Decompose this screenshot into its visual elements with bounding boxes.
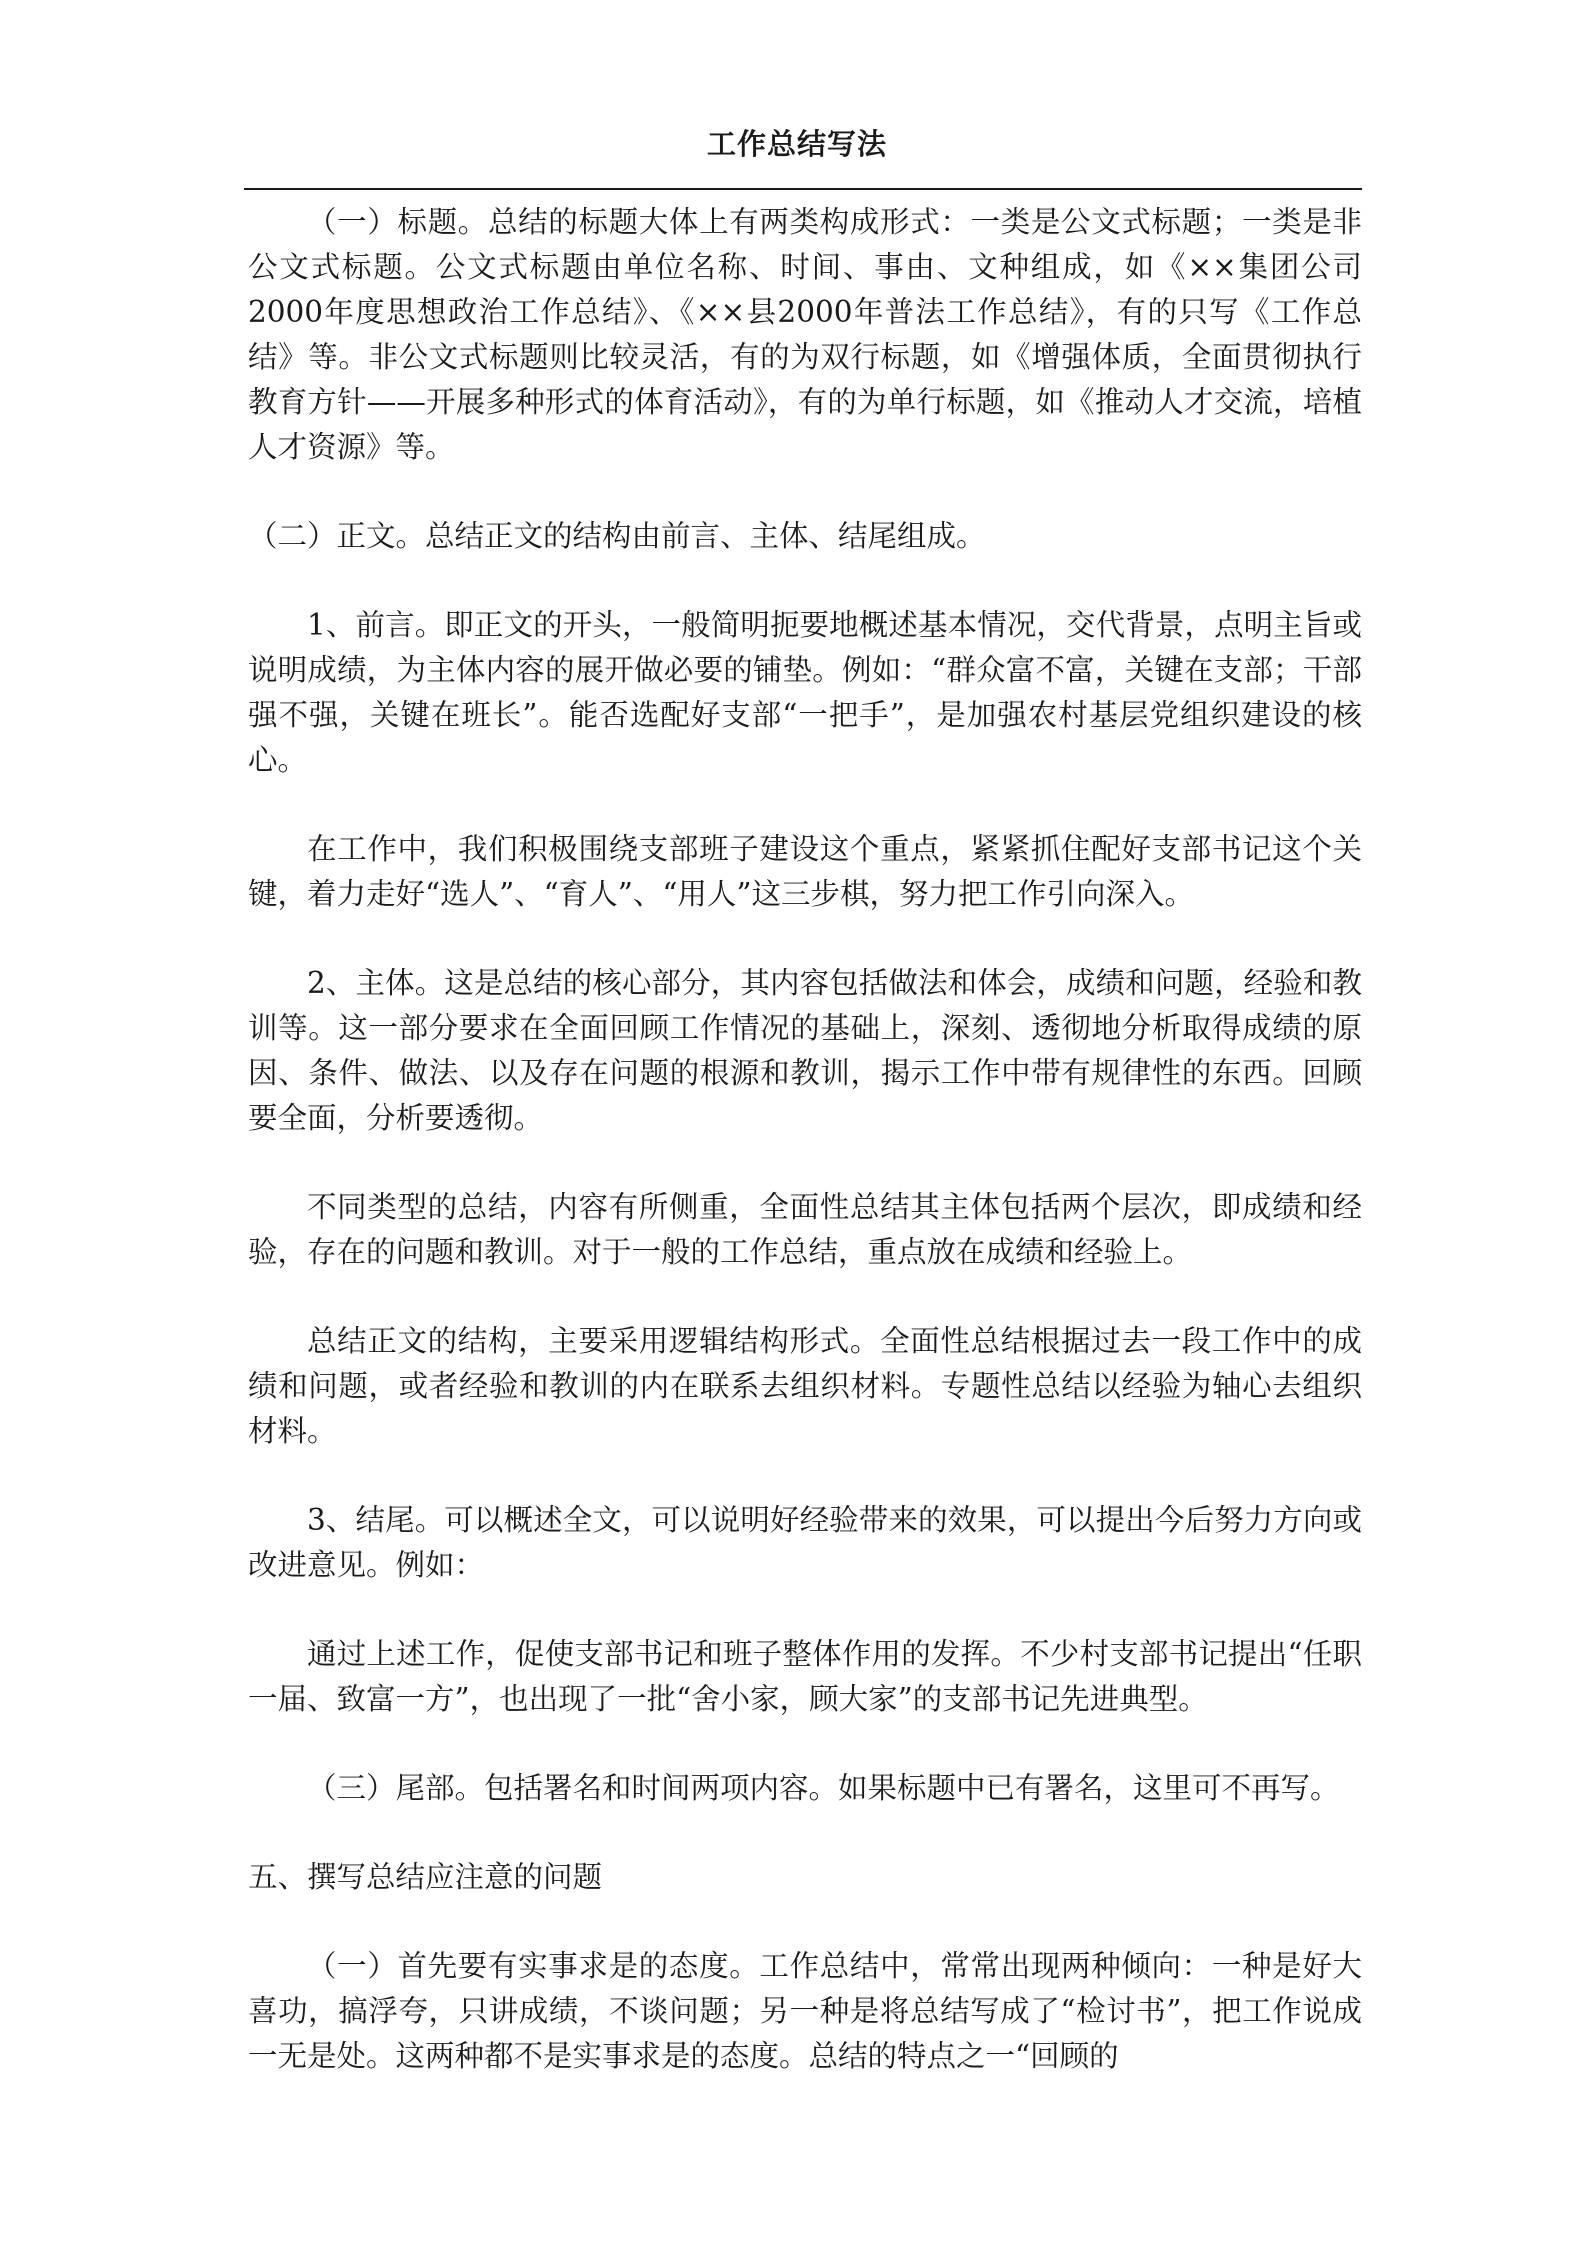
paragraph-tail-section: （三）尾部。包括署名和时间两项内容。如果标题中已有署名，这里可不再写。 — [307, 1771, 1340, 1805]
paragraph-summary-types: 不同类型的总结，内容有所侧重，全面性总结其主体包括两个层次，即成绩和经验，存在的问题和教训。对于一般的工作总结，重点放在成绩和经验上。 — [248, 1190, 1362, 1269]
paragraph-preface: 1、前言。即正文的开头，一般简明扼要地概述基本情况，交代背景，点明主旨或说明成绩，为主体内容的展开做必要的铺垫。例如：“群众富不富，关键在支部；干部强不强，关键在班长”。能否选配好支部“一把手”，是加强农村基层党组织建设的核心。 — [248, 608, 1362, 777]
section-heading-five: 五、撰写总结应注意的问题 — [248, 1860, 603, 1894]
document-title: 工作总结写法 — [706, 127, 887, 161]
paragraph-ending-example: 通过上述工作，促使支部书记和班子整体作用的发挥。不少村支部书记提出“任职一届、致富一方”，也出现了一批“舍小家，顾大家”的支部书记先进典型。 — [248, 1637, 1362, 1716]
title-divider — [244, 188, 1362, 190]
paragraph-attitude: （一）首先要有实事求是的态度。工作总结中，常常出现两种倾向：一种是好大喜功，搞浮夸，只讲成绩，不谈问题；另一种是将总结写成了“检讨书”，把工作说成一无是处。这两种都不是实事求是的态度。总结的特点之一“回顾的 — [248, 1949, 1362, 2073]
paragraph-structure: 总结正文的结构，主要采用逻辑结构形式。全面性总结根据过去一段工作中的成绩和问题，或者经验和教训的内在联系去组织材料。专题性总结以经验为轴心去组织材料。 — [248, 1324, 1362, 1448]
paragraph-main-body: 2、主体。这是总结的核心部分，其内容包括做法和体会，成绩和问题，经验和教训等。这一部分要求在全面回顾工作情况的基础上，深刻、透彻地分析取得成绩的原因、条件、做法、以及存在问题的根源和教训，揭示工作中带有规律性的东西。回顾要全面，分析要透彻。 — [248, 966, 1362, 1135]
paragraph-title-section: （一）标题。总结的标题大体上有两类构成形式：一类是公文式标题；一类是非公文式标题。公文式标题由单位名称、时间、事由、文种组成，如《××集团公司2000年度思想政治工作总结》、《××县2000年普法工作总结》，有的只写《工作总结》等。非公文式标题则比较灵活，有的为双行标题，如《增强体质，全面贯彻执行教育方针——开展多种形式的体育活动》，有的为单行标题，如《推动人才交流，培植人才资源》等。 — [248, 205, 1362, 464]
document-body — [248, 200, 1362, 2079]
paragraph-ending: 3、结尾。可以概述全文，可以说明好经验带来的效果，可以提出今后努力方向或改进意见。例如： — [248, 1503, 1362, 1582]
paragraph-body-section: （二）正文。总结正文的结构由前言、主体、结尾组成。 — [248, 519, 986, 553]
paragraph-preface-example: 在工作中，我们积极围绕支部班子建设这个重点，紧紧抓住配好支部书记这个关键，着力走好“选人”、“育人”、“用人”这三步棋，努力把工作引向深入。 — [248, 832, 1362, 911]
